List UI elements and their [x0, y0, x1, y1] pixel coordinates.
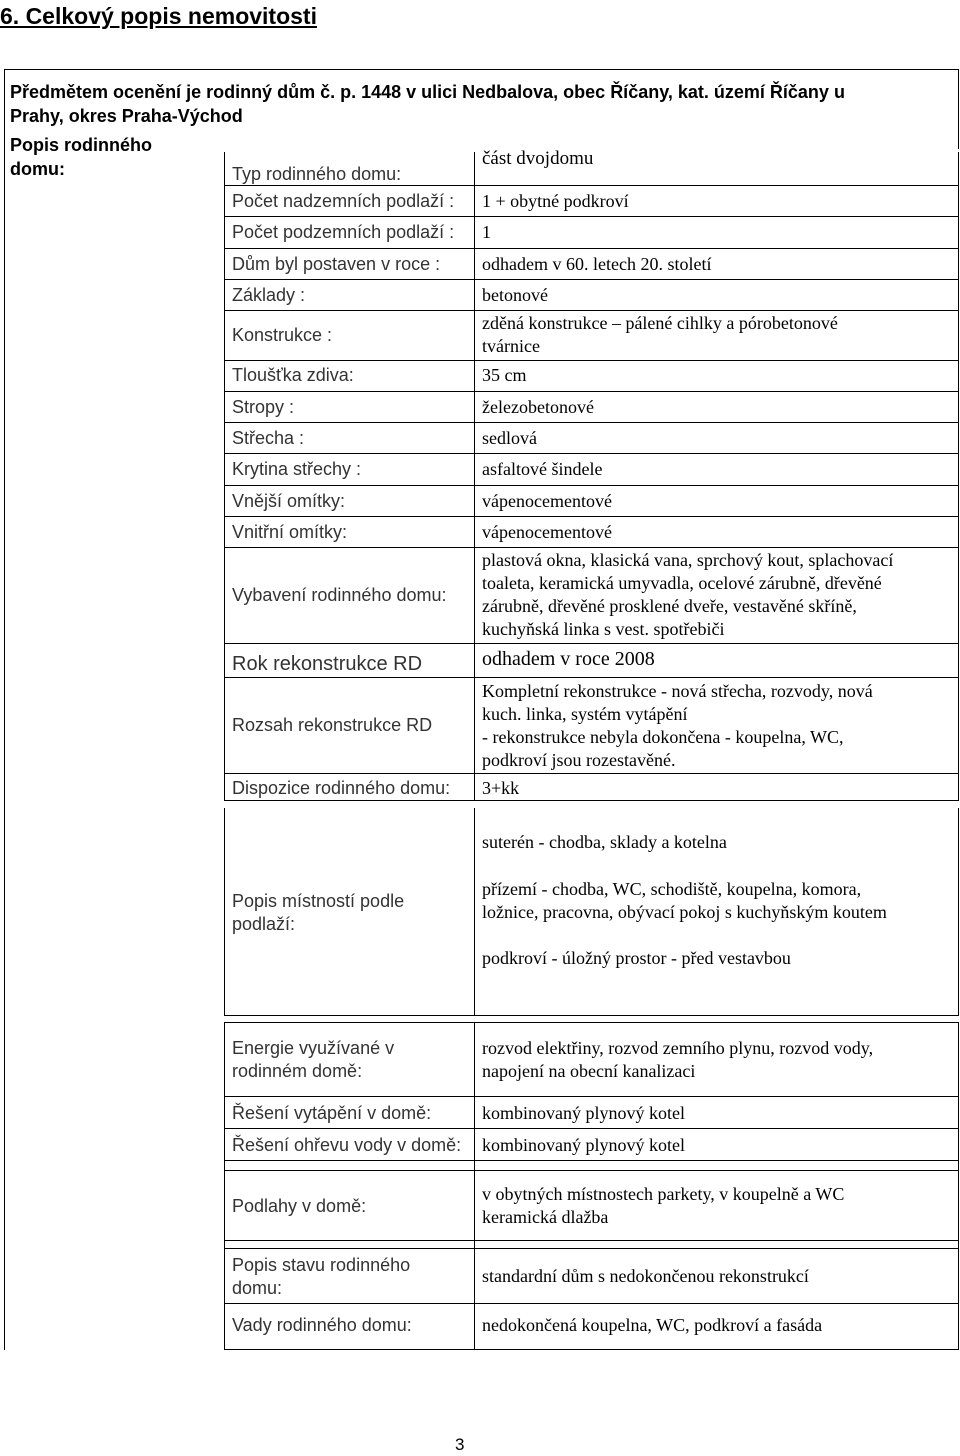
heating-value: kombinovaný plynový kotel — [482, 1103, 685, 1123]
grid-right-line — [958, 152, 959, 800]
interior-plaster-value: vápenocementové — [482, 522, 612, 542]
reconstruction-year-label: Rok rekonstrukce RD — [232, 653, 423, 675]
grid-hline — [224, 800, 959, 801]
basement-rooms: suterén - chodba, sklady a kotelna — [482, 832, 727, 852]
foundations-value: betonové — [482, 285, 548, 305]
table-right-border — [958, 69, 959, 149]
rooms-label-line-2: podlaží: — [232, 914, 296, 934]
exterior-plaster-value: vápenocementové — [482, 491, 612, 511]
construction-value-line-2: tvárnice — [482, 336, 540, 356]
rooms-label-line-1: Popis místností podle — [232, 891, 405, 911]
house-description-label-2: domu: — [10, 159, 65, 179]
ground-floor-rooms-line-2: ložnice, pracovna, obývací pokoj s kuchyňským koutem — [482, 902, 887, 922]
exterior-plaster-label: Vnější omítky: — [232, 491, 346, 511]
floors-value-line-2: keramická dlažba — [482, 1207, 609, 1227]
reconstruction-year-value: odhadem v roce 2008 — [482, 648, 655, 670]
grid-hline — [224, 643, 959, 644]
rooms-bottom-line — [224, 1015, 959, 1016]
house-type-value: část dvojdomu — [482, 148, 594, 169]
grid-mid-line — [474, 152, 475, 800]
water-heating-value: kombinovaný plynový kotel — [482, 1135, 685, 1155]
grid-hline — [224, 279, 959, 280]
roof-covering-value: asfaltové šindele — [482, 459, 603, 479]
page-number: 3 — [455, 1435, 465, 1454]
wall-thickness-value: 35 cm — [482, 365, 527, 385]
water-heating-label: Řešení ohřevu vody v domě: — [232, 1135, 462, 1155]
energy-label-line-2: rodinném domě: — [232, 1061, 363, 1081]
condition-label-line-1: Popis stavu rodinného — [232, 1255, 411, 1275]
condition-value: standardní dům s nedokončenou rekonstrukcí — [482, 1266, 809, 1286]
reconstruction-scope-line-1: Kompletní rekonstrukce - nová střecha, rozvody, nová — [482, 681, 873, 701]
section-title: 6. Celkový popis nemovitosti — [0, 3, 317, 29]
above-ground-floors-value: 1 + obytné podkroví — [482, 191, 629, 211]
grid-hline — [224, 773, 959, 774]
built-year-value: odhadem v 60. letech 20. století — [482, 254, 712, 274]
construction-value-line-1: zděná konstrukce – pálené cihlky a pórobetonové — [482, 313, 838, 333]
underground-floors-label: Počet podzemních podlaží : — [232, 222, 455, 242]
floors-value-line-1: v obytných místnostech parkety, v koupelně a WC — [482, 1184, 845, 1204]
grid-hline — [224, 1096, 959, 1097]
grid-hline — [224, 677, 959, 678]
grid-hline — [224, 310, 959, 311]
grid-hline — [224, 1128, 959, 1129]
roof-label: Střecha : — [232, 428, 305, 448]
energy-value-line-1: rozvod elektřiny, rozvod zemního plynu, rozvod vody, — [482, 1038, 874, 1058]
equipment-label: Vybavení rodinného domu: — [232, 585, 447, 605]
foundations-label: Základy : — [232, 285, 306, 305]
intro-line-1: Předmětem ocenění je rodinný dům č. p. 1448 v ulici Nedbalova, obec Říčany, kat. území Říčany u — [10, 82, 845, 102]
grid-hline — [224, 391, 959, 392]
equipment-value-line-2: toaleta, keramická umyvadla, ocelové zárubně, dřevěné — [482, 573, 882, 593]
reconstruction-scope-label: Rozsah rekonstrukce RD — [232, 715, 433, 735]
rooms-right-line — [958, 808, 959, 1016]
house-description-label-1: Popis rodinného — [10, 135, 152, 155]
above-ground-floors-label: Počet nadzemních podlaží : — [232, 191, 455, 211]
bottom-left-line — [224, 1022, 225, 1350]
grid-hline — [224, 1248, 959, 1249]
grid-hline — [224, 547, 959, 548]
condition-label-line-2: domu: — [232, 1278, 283, 1298]
grid-hline — [224, 453, 959, 454]
layout-label: Dispozice rodinného domu: — [232, 778, 451, 798]
reconstruction-scope-line-2: kuch. linka, systém vytápění — [482, 704, 688, 724]
rooms-left-line — [224, 808, 225, 1016]
wall-thickness-label: Tloušťka zdiva: — [232, 365, 354, 385]
attic-rooms: podkroví - úložný prostor - před vestavbou — [482, 948, 791, 968]
floors-label: Podlahy v domě: — [232, 1196, 367, 1216]
defects-label: Vady rodinného domu: — [232, 1315, 412, 1335]
energy-label-line-1: Energie využívané v — [232, 1038, 395, 1058]
grid-hline — [224, 422, 959, 423]
underground-floors-value: 1 — [482, 222, 491, 242]
grid-hline — [224, 485, 959, 486]
reconstruction-scope-line-4: podkroví jsou rozestavěné. — [482, 750, 676, 770]
ground-floor-rooms-line-1: přízemí - chodba, WC, schodiště, koupelna, komora, — [482, 879, 862, 899]
grid-hline — [224, 516, 959, 517]
bottom-right-line — [958, 1022, 959, 1350]
grid-hline — [224, 1170, 959, 1171]
defects-value: nedokončená koupelna, WC, podkroví a fasáda — [482, 1315, 823, 1335]
ceilings-value: železobetonové — [482, 397, 594, 417]
table-top-border — [4, 69, 959, 70]
roof-value: sedlová — [482, 428, 537, 448]
grid-left-line — [224, 152, 225, 800]
table-left-border — [4, 69, 5, 1350]
equipment-value-line-3: zárubně, dřevěné prosklené dveře, vestavěné skříně, — [482, 596, 857, 616]
energy-value-line-2: napojení na obecní kanalizaci — [482, 1061, 696, 1081]
grid-hline — [224, 248, 959, 249]
grid-hline — [224, 1349, 959, 1350]
equipment-value-line-4: kuchyňská linka s vest. spotřebiči — [482, 619, 725, 639]
intro-line-2: Prahy, okres Praha-Východ — [10, 106, 243, 126]
bottom-mid-line — [474, 1022, 475, 1350]
grid-hline — [224, 1160, 959, 1161]
grid-hline — [224, 216, 959, 217]
roof-covering-label: Krytina střechy : — [232, 459, 362, 479]
grid-hline — [224, 1240, 959, 1241]
rooms-mid-line — [474, 808, 475, 1016]
built-year-label: Dům byl postaven v roce : — [232, 254, 441, 274]
ceilings-label: Stropy : — [232, 397, 295, 417]
equipment-value-line-1: plastová okna, klasická vana, sprchový kout, splachovací — [482, 550, 894, 570]
grid-hline — [224, 1303, 959, 1304]
construction-label: Konstrukce : — [232, 325, 333, 345]
layout-value: 3+kk — [482, 778, 520, 798]
reconstruction-scope-line-3: - rekonstrukce nebyla dokončena - koupelna, WC, — [482, 727, 844, 747]
interior-plaster-label: Vnitřní omítky: — [232, 522, 348, 542]
house-type-label: Typ rodinného domu: — [232, 164, 402, 184]
bottom-top-line — [224, 1022, 959, 1023]
grid-hline — [224, 360, 959, 361]
heating-label: Řešení vytápění v domě: — [232, 1103, 432, 1123]
